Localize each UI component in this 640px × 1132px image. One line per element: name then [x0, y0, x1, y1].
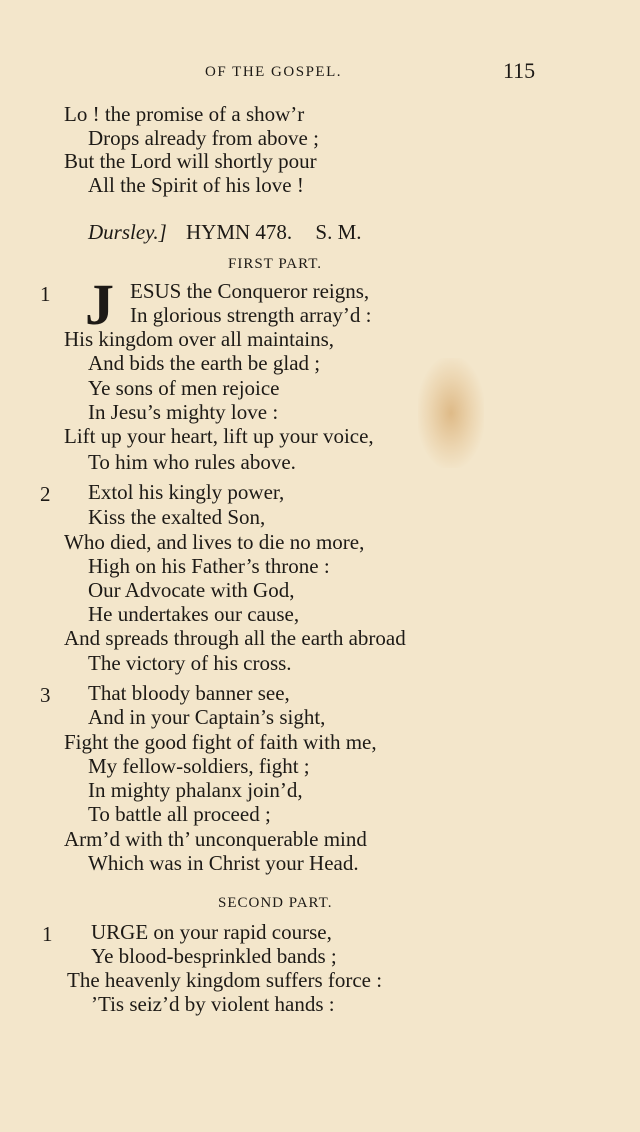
- page-number: 115: [503, 58, 536, 83]
- verse-line: Arm’d with th’ unconquerable mind: [64, 827, 367, 851]
- verse-line: To battle all proceed ;: [88, 802, 271, 826]
- part-heading: SECOND PART.: [218, 895, 333, 911]
- stanza-number: 1: [40, 282, 51, 306]
- verse-line: Our Advocate with God,: [88, 578, 295, 602]
- verse-line: ESUS the Conqueror reigns,: [130, 279, 370, 303]
- verse-line: And in your Captain’s sight,: [88, 705, 326, 729]
- page-header: [0, 58, 640, 88]
- verse-line: ’Tis seiz’d by violent hands :: [91, 992, 335, 1016]
- verse-line: Which was in Christ your Head.: [88, 851, 359, 875]
- verse-line: Kiss the exalted Son,: [88, 505, 266, 529]
- verse-line: In glorious strength array’d :: [130, 303, 372, 327]
- verse-line: In mighty phalanx join’d,: [88, 778, 303, 802]
- verse-line: Fight the good fight of faith with me,: [64, 730, 377, 754]
- part-heading: FIRST PART.: [228, 256, 323, 272]
- verse-line: Extol his kingly power,: [88, 480, 285, 504]
- verse-line: My fellow-soldiers, fight ;: [88, 754, 310, 778]
- stanza-number: 1: [42, 922, 53, 946]
- verse-line: Who died, and lives to die no more,: [64, 530, 365, 554]
- hymn-title: HYMN 478.: [186, 220, 293, 244]
- hymn-heading: [88, 220, 362, 245]
- hymn-meter: S. M.: [315, 220, 362, 244]
- running-head: OF THE GOSPEL.: [205, 64, 342, 80]
- verse-line: The heavenly kingdom suffers force :: [67, 968, 383, 992]
- verse-line: Drops already from above ;: [88, 126, 319, 150]
- verse-line: But the Lord will shortly pour: [64, 149, 317, 173]
- stanza-number: 2: [40, 482, 51, 506]
- verse-line: That bloody banner see,: [88, 681, 290, 705]
- verse-line: Ye blood-besprinkled bands ;: [91, 944, 337, 968]
- paper-stain: [418, 358, 484, 468]
- verse-line: He undertakes our cause,: [88, 602, 300, 626]
- verse-line: His kingdom over all maintains,: [64, 327, 335, 351]
- verse-line: The victory of his cross.: [88, 651, 292, 675]
- verse-line: URGE on your rapid course,: [91, 920, 332, 944]
- verse-line: Ye sons of men rejoice: [88, 376, 280, 400]
- stanza-number: 3: [40, 683, 51, 707]
- verse-line: And spreads through all the earth abroad: [64, 626, 406, 650]
- verse-line: Lift up your heart, lift up your voice,: [64, 424, 374, 448]
- verse-line: Lo ! the promise of a show’r: [64, 102, 305, 126]
- verse-line: And bids the earth be glad ;: [88, 351, 321, 375]
- drop-cap: J: [85, 272, 114, 337]
- verse-line: High on his Father’s throne :: [88, 554, 330, 578]
- tune-name: Dursley.]: [88, 220, 167, 244]
- verse-line: To him who rules above.: [88, 450, 296, 474]
- verse-line: All the Spirit of his love !: [88, 173, 304, 197]
- verse-line: In Jesu’s mighty love :: [88, 400, 279, 424]
